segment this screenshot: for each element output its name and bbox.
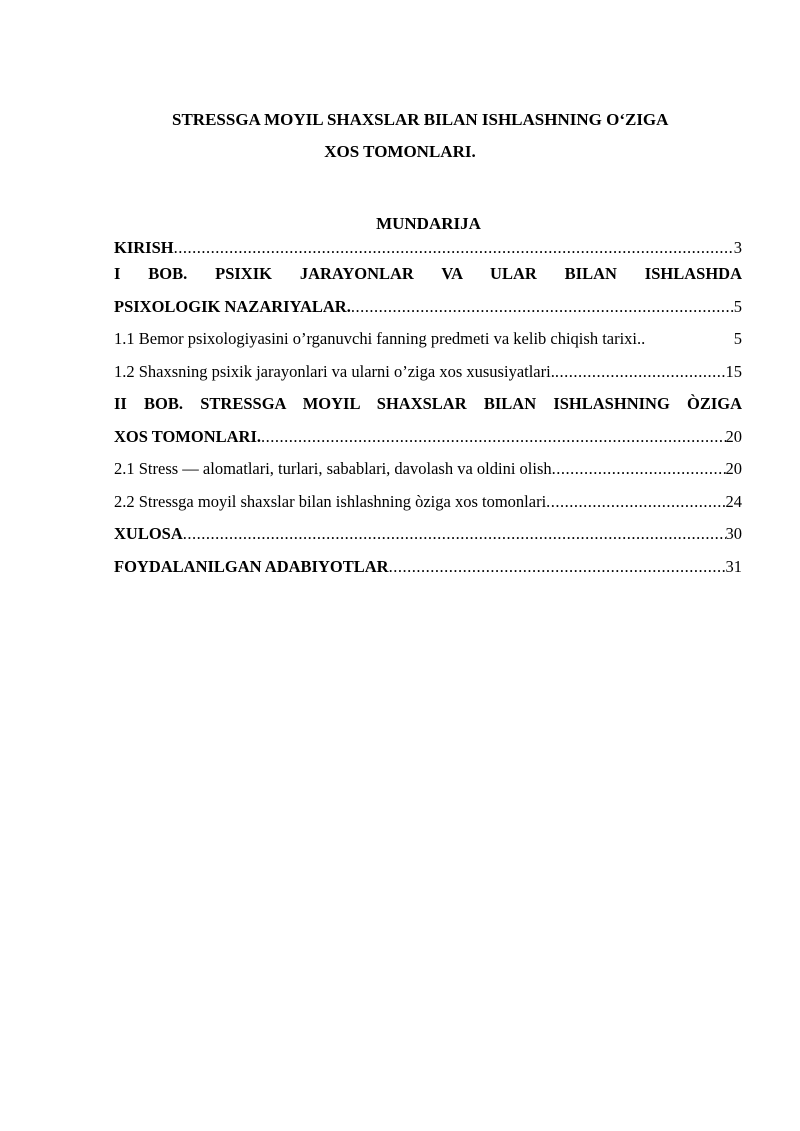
toc-entry-chapter-1[interactable] — [114, 294, 742, 327]
toc-entry-page: 31 — [725, 556, 742, 576]
toc-leader-dots — [261, 424, 725, 450]
document-title-line-2: XOS TOMONLARI. — [324, 142, 476, 161]
toc-entry-page: 15 — [725, 361, 742, 381]
toc-entry-label: 2.1 Stress — alomatlari, turlari, sabablari, davolash va oldini olish — [114, 459, 552, 478]
toc-entry-page: 30 — [725, 524, 742, 543]
toc-entry-label: XOS TOMONLARI. — [114, 426, 262, 446]
toc-entry-page: 5 — [733, 329, 742, 348]
toc-entry-page: 20 — [725, 426, 742, 446]
toc-entry-label: FOYDALANILGAN ADABIYOTLAR — [114, 556, 389, 576]
toc-entry-chapter-2[interactable] — [114, 424, 742, 457]
toc-entry-kirish[interactable] — [114, 235, 742, 261]
toc-entry-chapter-2-line-1[interactable] — [114, 391, 742, 424]
toc-entry-label: 2.2 Stressga moyil shaxslar bilan ishlashning òziga xos tomonlari — [114, 491, 547, 511]
toc-leader-dots — [546, 489, 725, 515]
toc-entry-label: I BOB. PSIXIK JARAYONLAR VA ULAR BILAN ISHLASHDA — [114, 264, 742, 283]
toc-leader-dots — [555, 359, 726, 385]
toc-entry-label: XULOSA — [114, 524, 183, 543]
toc-entry-section-1-1[interactable] — [114, 326, 742, 359]
table-of-contents — [114, 235, 742, 586]
toc-entry-label: II BOB. STRESSGA MOYIL SHAXSLAR BILAN ISHLASHNING ÒZIGA — [114, 394, 742, 413]
toc-leader-dots — [389, 554, 726, 580]
toc-entry-page: 3 — [733, 238, 742, 257]
toc-entry-chapter-1-line-1[interactable] — [114, 261, 742, 294]
toc-leader-dots — [552, 456, 726, 482]
toc-heading: MUNDARIJA — [376, 214, 481, 233]
toc-entry-label: PSIXOLOGIK NAZARIYALAR. — [114, 296, 351, 316]
toc-entry-page: 20 — [725, 459, 742, 478]
toc-entry-label: KIRISH — [114, 238, 174, 257]
toc-entry-xulosa[interactable] — [114, 521, 742, 554]
toc-leader-dots — [351, 294, 734, 320]
toc-entry-section-2-1[interactable] — [114, 456, 742, 489]
toc-leader-dots — [174, 235, 734, 261]
toc-entry-section-2-2[interactable] — [114, 489, 742, 522]
toc-entry-section-1-2[interactable] — [114, 359, 742, 392]
toc-entry-page: 5 — [733, 296, 742, 316]
toc-leader-dots — [183, 521, 726, 547]
toc-entry-references[interactable] — [114, 554, 742, 587]
toc-entry-page: 24 — [725, 491, 742, 511]
toc-entry-label: 1.1 Bemor psixologiyasini o’rganuvchi fanning predmeti va kelib chiqish tarixi.. — [114, 329, 646, 348]
toc-entry-label: 1.2 Shaxsning psixik jarayonlari va ularni o’ziga xos xususiyatlari. — [114, 361, 555, 381]
document-title-line-1: STRESSGA MOYIL SHAXSLAR BILAN ISHLASHNING O‘ZIGA — [172, 110, 669, 129]
